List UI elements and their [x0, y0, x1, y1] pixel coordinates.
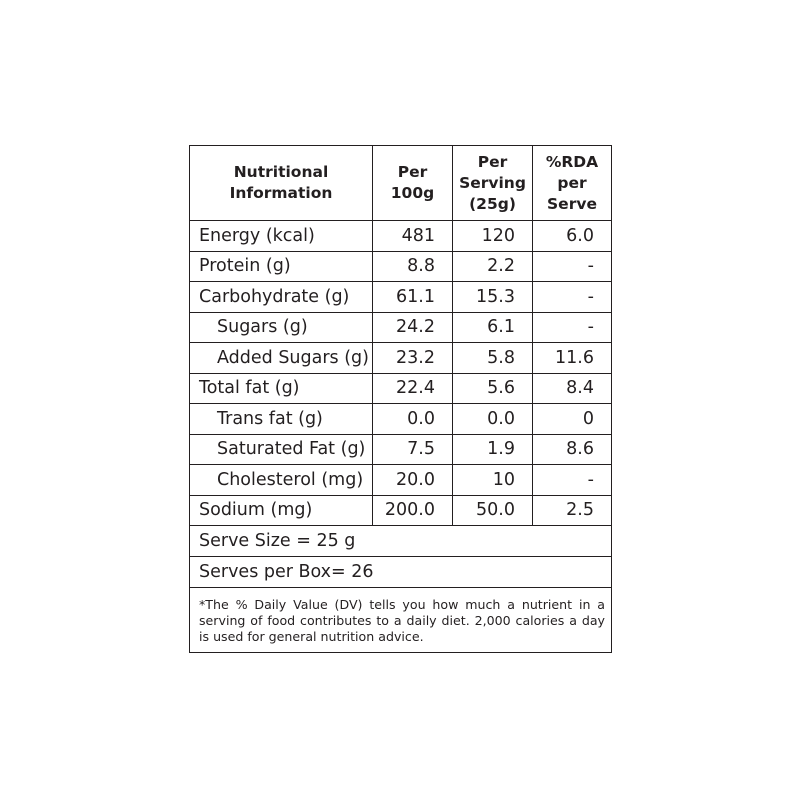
value-per-serving: 5.8 [453, 343, 533, 373]
value-per-serving: 120 [453, 221, 533, 251]
table-row [190, 404, 611, 435]
table-row [190, 282, 611, 313]
value-per-100g: 61.1 [373, 282, 453, 312]
value-rda: 0 [582, 408, 594, 429]
value-per-serving: 2.2 [453, 252, 533, 282]
value-per-serving: 15.3 [453, 282, 533, 312]
value-rda: - [587, 469, 594, 490]
value-per-100g: 0.0 [373, 404, 453, 434]
value-rda: 8.6 [566, 439, 594, 460]
value-per-serving: 1.9 [453, 435, 533, 465]
table-row [190, 374, 611, 405]
nutrient-name: Added Sugars (g) [190, 343, 373, 373]
nutrient-name: Sodium (mg) [190, 496, 373, 526]
header-text: per [557, 173, 587, 192]
value-rda: - [587, 256, 594, 277]
header-text: Information [229, 184, 333, 202]
nutrient-name: Cholesterol (mg) [190, 465, 373, 495]
value-per-100g: 8.8 [373, 252, 453, 282]
value-rda: 11.6 [555, 347, 594, 368]
value-per-serving: 5.6 [453, 374, 533, 404]
nutrient-name: Trans fat (g) [190, 404, 373, 434]
table-row [190, 496, 611, 527]
nutrient-name: Total fat (g) [190, 374, 373, 404]
value-per-serving: 10 [453, 465, 533, 495]
value-per-100g: 24.2 [373, 313, 453, 343]
daily-value-footnote: *The % Daily Value (DV) tells you how much a nutrient in a serving of food contributes to a daily diet. 2,000 calories a day is used for general nutrition advice. [199, 597, 605, 644]
header-text: Per [477, 152, 508, 171]
header-nutritional-information [190, 146, 373, 220]
value-per-100g: 20.0 [373, 465, 453, 495]
header-text: Serve [547, 194, 597, 213]
table-row [190, 465, 611, 496]
header-text: 100g [390, 184, 435, 202]
value-rda: - [587, 286, 594, 307]
value-rda: 2.5 [566, 500, 594, 521]
header-text: (25g) [469, 194, 516, 213]
serves-per-box: Serves per Box= 26 [190, 557, 611, 588]
header-per-100g [373, 146, 453, 220]
nutrient-name: Carbohydrate (g) [190, 282, 373, 312]
value-per-serving: 0.0 [453, 404, 533, 434]
table-row [190, 313, 611, 344]
nutrition-facts-table [189, 145, 612, 653]
value-per-serving: 50.0 [453, 496, 533, 526]
table-header-row [190, 146, 611, 221]
value-per-100g: 481 [373, 221, 453, 251]
header-per-serving [453, 146, 533, 220]
value-rda: 6.0 [566, 225, 594, 246]
header-text: Serving [459, 173, 526, 192]
value-per-serving: 6.1 [453, 313, 533, 343]
nutrient-name: Saturated Fat (g) [190, 435, 373, 465]
header-rda-per-serve [533, 146, 611, 220]
table-row [190, 252, 611, 283]
header-text: Per [397, 163, 428, 181]
value-per-100g: 7.5 [373, 435, 453, 465]
nutrient-name: Protein (g) [190, 252, 373, 282]
nutrient-name: Energy (kcal) [190, 221, 373, 251]
value-per-100g: 200.0 [373, 496, 453, 526]
value-rda: 8.4 [566, 378, 594, 399]
value-rda: - [587, 317, 594, 338]
value-per-100g: 23.2 [373, 343, 453, 373]
table-row [190, 435, 611, 466]
nutrient-name: Sugars (g) [190, 313, 373, 343]
serve-size: Serve Size = 25 g [190, 526, 611, 557]
header-text: %RDA [545, 152, 599, 171]
table-row [190, 343, 611, 374]
value-per-100g: 22.4 [373, 374, 453, 404]
header-text: Nutritional [233, 163, 329, 181]
table-row [190, 221, 611, 252]
